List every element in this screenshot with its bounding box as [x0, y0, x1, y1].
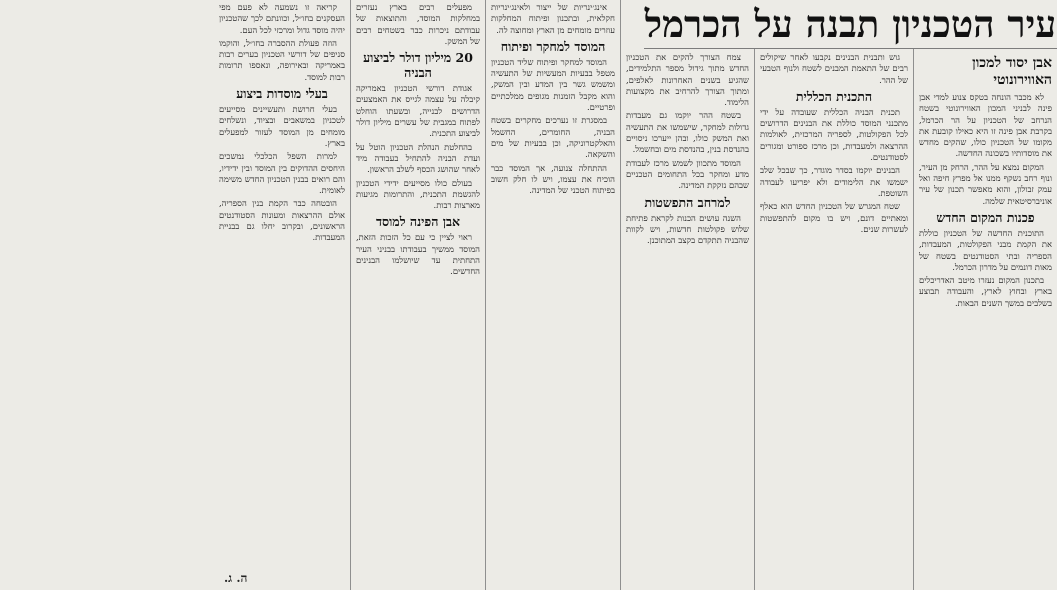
column-1	[913, 0, 1057, 590]
paragraph: השנה עושים הכנות לקראת פתיחת שלוש פקולטות חדשות, ויש לקוות שהבניה תתקדם בקצב המתוכנן.	[626, 212, 749, 246]
paragraph: ראוי לציין כי עם כל הזכות הזאת, המוסד ממשיך בעבודתו בבניני העיר התחתית עד שיושלמו הבנינים החדשים.	[356, 232, 480, 277]
subheading-research: המוסד למחקר ופיתוח	[500, 38, 606, 54]
paragraph: מפעלים רבים בארץ נעזרים במחלקות המוסד, והתוצאות של עבודתם ניכרות כבר בשטחים רבים של המשק.	[356, 2, 480, 46]
paragraph: בשטח ההר יוקמו גם מעבדות גדולות למחקר, שישמשו את התעשיה ואת המשק כולו, ובהן ייערכו ניסויים בהנדסת בנין, בהנדסת מים ובחשמל.	[626, 110, 749, 155]
paragraph: ההתחלה צנועה, אך המוסד כבר הוכיח את עצמו, ויש לו חלק חשוב בפיתוח הטכני של המדינה.	[491, 162, 615, 196]
subheading-expansion: למרחב התפשטות	[644, 194, 731, 210]
paragraph: במסגרת זו נערכים מחקרים בשטח הבניה, החומרים, החשמל והאלקטרוניקה, וכן בבעיות של מים והשקאה.	[491, 115, 615, 160]
column-3	[620, 0, 754, 590]
paragraph: תכנית הבניה הכללית שעובדה על ידי מתכנני המוסד כוללת את הבנינים הדרושים לכל הפקולטות, לספריה המרכזית, לאולמות ההרצאה ולמעבדות, וכן מרכז ספורט ומגורים לסטודנטים.	[760, 106, 908, 163]
column-2	[754, 0, 913, 590]
paragraph: צמח הצורך להקים את הטכניון החדש מתוך גידול מספר התלמידים, שהגיע בשנים האחרונות לאלפים, ומתוך הצורך להרחיב את מקצועות הלימוד.	[626, 52, 749, 108]
subheading-campus: פכנות המקום החדש	[936, 209, 1035, 225]
paragraph: המקום נמצא על ההר, הרחק מן העיר, ונוף רחב נשקף ממנו אל מפרץ חיפה ואל עמק זבולון, והוא מאפשר תכנון של עיר אוניברסיטאית שלמה.	[919, 161, 1052, 206]
paragraph: המוסד מתכוון לשמש מרכז לעבודת מדע ומחקר בכל התחומים הטכניים שבהם נזקקת המדינה.	[626, 157, 749, 191]
paragraph: בתכנון המקום נעזרו מיטב האדריכלים בארץ ובחוץ לארץ, והעבודה תבוצע בשלבים במשך השנים הבאות.	[919, 275, 1052, 308]
paragraph: הוזה פעולת ההסברה בחו״ל, והוקמו סניפים של דורשי הטכניון בערים רבות באמריקה ובאירופה, ונאספו תרומות רבות למוסד.	[219, 37, 345, 82]
paragraph: בעולם כולו מסייעים ידידי הטכניון להגשמת התכנית, והתרומות מגיעות מארצות רבות.	[356, 177, 480, 211]
paragraph: אגודת דורשי הטכניון באמריקה קיבלה על עצמה לגייס את האמצעים הדרושים לבנייה, ובשעתו הוחלט לפתוח במגבית של עשרים מיליון דולר לביצוע התכנית.	[356, 83, 480, 139]
column-5	[350, 0, 485, 590]
page-headline: עיר הטכניון תבנה על הכרמל	[644, 2, 1057, 46]
subheading-fund: 20 מיליון דולר לביצוע הבניה	[363, 50, 473, 81]
paragraph: המוסד למחקר ופיתוח שליד הטכניון מטפל בבעיות המעשיות של התעשיה ומשמש גשר בין המדע ובין המשק, והוא מקבל הזמנות מגופים ממלכתיים ופרטיים.	[491, 56, 615, 113]
headline-band	[644, 0, 1057, 49]
subheading-cornerstone: אבן הפינה למוסד	[375, 214, 461, 230]
column-6	[214, 0, 350, 590]
paragraph: לא מכבר הונחה בטקס צנוע למדי אבן פינה לבניני המכון האווירונוטי בשטח הנרחב של הטכניון על הר הכרמל, בקרבת אבן פינה זו היא כאילו קובעת את מקומו של הטכניון כולו, שהקים מחדש את מוסדותיו בשכונה החדשה.	[919, 92, 1052, 159]
paragraph: הבנינים יוקמו בסדר מוגדר, כך שבכל שלב ישמשו את הלימודים ולא יפריעו לעבודה השוטפת.	[760, 165, 908, 198]
paragraph: בעלי חרושת ותעשיינים מסייעים לטכניון במשאבים ובציוד, ונשלחים מומחים מן המוסד לעזור למפעלים בארץ.	[219, 104, 345, 148]
subheading-workshops: בעלי מוסדות ביצוע	[236, 86, 328, 102]
paragraph: התוכנית החדשה של הטכניון כוללת את הקמת מבני הפקולטות, המעבדות, הספריה ובתי הסטודנטים בשטח של מאות דונמים על מדרון הכרמל.	[919, 227, 1052, 272]
paragraph: הובטחה כבר הקמת בנין הספריה, אולם ההרצאות ומעונות הסטודנטים הראשונים, ובקרוב יחלו גם בבניית המעבדות.	[219, 198, 345, 243]
subheading-lead: אבן יסוד למכון האווירונוטי	[972, 55, 1052, 88]
paragraph: גוש ותבנית הבנינים נקבעו לאחר שיקולים רבים של התאמת המבנים לשטח ולנוף הטבעי של ההר.	[760, 52, 908, 85]
paragraph: שטח המגרש של הטכניון החדש הוא כאלף ומאתיים דונם, ויש בו מקום להתפשטות לעשרות שנים.	[760, 201, 908, 234]
paragraph: בהחלטת הנהלת הטכניון הוטל על ועדת הבניה להתחיל בעבודה מיד לאחר שהושג הכסף לשלב הראשון.	[356, 141, 480, 175]
author-initials: ה. ג.	[224, 571, 248, 585]
paragraph: קריאה זו נשמעה לא פעם מפי העסקנים בחו״ל, וכוונתם לכך שהטכניון יהיה מוסד גדול ומרכזי לכל העם.	[219, 2, 345, 35]
subheading-hall: התכנית הכללית	[795, 88, 873, 104]
column-4	[485, 0, 620, 590]
paragraph: למרות השפל הכלכלי נמשכים היחסים ההדוקים בין המוסד ובין ידידיו, והם רואים בבנין הטכניון החדש משימה לאומית.	[219, 151, 345, 196]
paragraph: אינג׳ינריות של ייצור ולאינג׳ינריות חקלאית, ובתכנון ופיתוח המחלקות עוזרים מומחים מן הארץ ומחוצה לה.	[491, 2, 615, 35]
